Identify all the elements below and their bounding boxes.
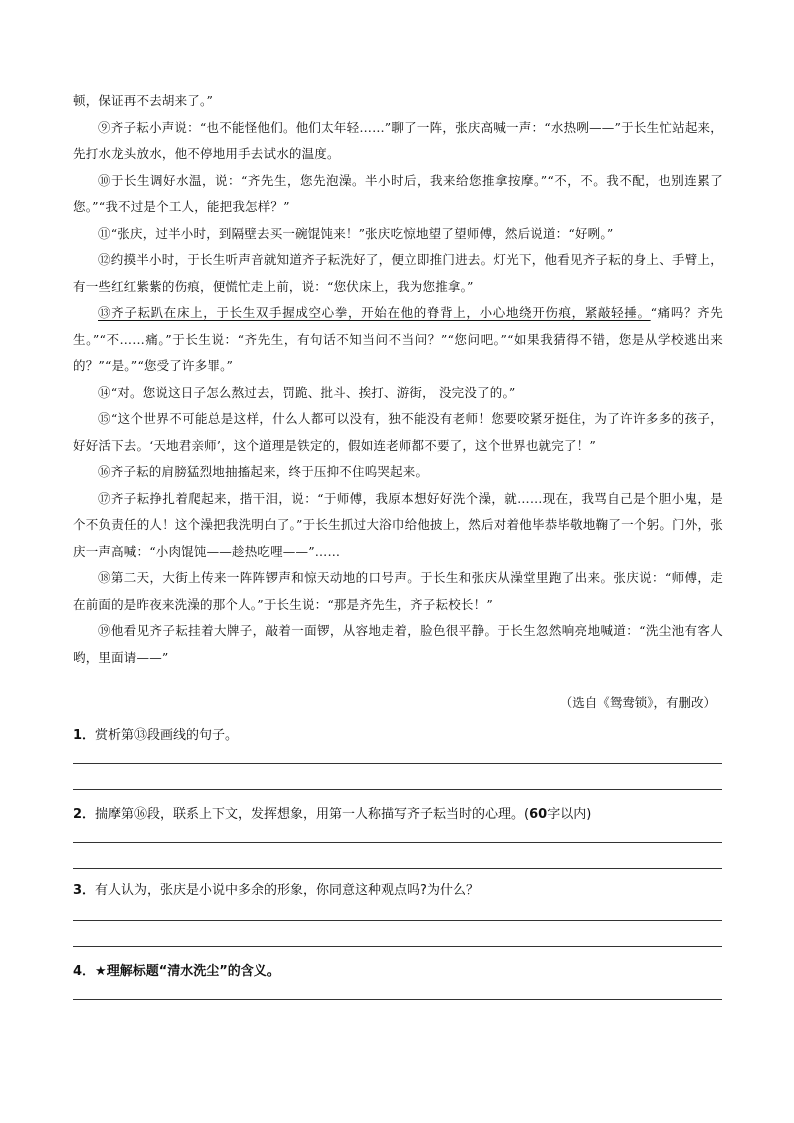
paragraph-9: ⑨齐子耘小声说：“也不能怪他们。他们太年轻……”聊了一阵，张庆高喊一声：“水热咧——”于长生忙站起来，先打水龙头放水，他不停地用手去试水的温度。: [73, 119, 723, 161]
paragraph-14: ⑭“对。您说这日子怎么熬过去，罚跪、批斗、挨打、游街， 没完没了的。”: [98, 384, 516, 400]
answer-line[interactable]: [73, 999, 722, 1000]
answer-line[interactable]: [73, 763, 722, 764]
question-3: 3．有人认为，张庆是小说中多余的形象，你同意这种观点吗?为什么？: [73, 883, 479, 898]
paragraph-12: ⑫约摸半小时，于长生听声音就知道齐子耘洗好了，便立即推门进去。灯光下，他看见齐子耘的身上、手臂上，有一些红红紫紫的伤痕，便慌忙走上前，说：“您伏床上，我为您推拿。”: [73, 252, 723, 294]
answer-line[interactable]: [73, 920, 722, 921]
paragraph-15: ⑮“这个世界不可能总是这样，什么人都可以没有，独不能没有老师！您要咬紧牙挺住，为了许许多多的孩子，好好活下去。‘天地君亲师’，这个道理是铁定的，假如连老师都不要了，这个世界也就完了！”: [73, 411, 723, 453]
answer-line[interactable]: [73, 842, 722, 843]
paragraph-17: ⑰齐子耘挣扎着爬起来，揩干泪，说：“于师傅，我原本想好好洗个澡，就……现在，我骂自己是个胆小鬼，是个不负责任的人！这个澡把我洗明白了。”于长生抓过大浴巾给他披上，然后对着他毕恭毕敬地鞠了一个躬。门外，张庆一声高喊：“小肉馄饨——趁热吃哩——”……: [73, 490, 723, 559]
answer-line[interactable]: [73, 946, 722, 947]
question-1: 1．赏析第⑬段画线的句子。: [73, 728, 239, 743]
underlined-sentence: ⑬齐子耘趴在床上，于长生双手握成空心拳，开始在他的脊背上，小心地绕开伤痕，紧敲轻捶。: [98, 305, 651, 320]
paragraph-16: ⑯齐子耘的肩膀猛烈地抽搐起来，终于压抑不住呜哭起来。: [98, 464, 429, 479]
paragraph-13: [73, 300, 723, 380]
answer-line[interactable]: [73, 868, 722, 869]
paragraph-13-rest: “痛吗？齐先生。”“不……痛。”于长生说：“齐先生，有句话不知当问不当问？”“您问吧。”“如果我猜得不错，您是从学校逃出来的？”“是。”“您受了许多罪。”: [73, 305, 724, 373]
question-4: 4．★理解标题“清水洗尘”的含义。: [73, 964, 280, 979]
paragraph-19: ⑲他看见齐子耘挂着大牌子，敲着一面锣，从容地走着，脸色很平静。于长生忽然响亮地喊道：“洗尘池有客人哟，里面请——”: [73, 623, 723, 665]
paragraph-11: ⑪“张庆，过半小时，到隔壁去买一碗馄饨来！”张庆吃惊地望了望师傅，然后说道：“好咧。”: [98, 225, 614, 241]
paragraph-10: ⑩于长生调好水温，说：“齐先生，您先泡澡。半小时后，我来给您推拿按摩。”“不，不。我不配，也别连累了您。”“我不过是个工人，能把我怎样？”: [73, 172, 723, 214]
question-2: 2．揣摩第⑯段，联系上下文，发挥想象，用第一人称描写齐子耘当时的心理。(60字以内): [73, 807, 592, 822]
answer-line[interactable]: [73, 789, 722, 790]
source-citation: （选自《鸳鸯锁》，有删改）: [559, 695, 716, 710]
paragraph-18: ⑱第二天，大街上传来一阵阵锣声和惊天动地的口号声。于长生和张庆从澡堂里跑了出来。张庆说：“师傅，走在前面的是昨夜来洗澡的那个人。”于长生说：“那是齐先生，齐子耘校长！”: [73, 570, 723, 612]
story-text: [73, 88, 723, 671]
paragraph-8-end: 顿，保证再不去胡来了。”: [73, 93, 214, 108]
